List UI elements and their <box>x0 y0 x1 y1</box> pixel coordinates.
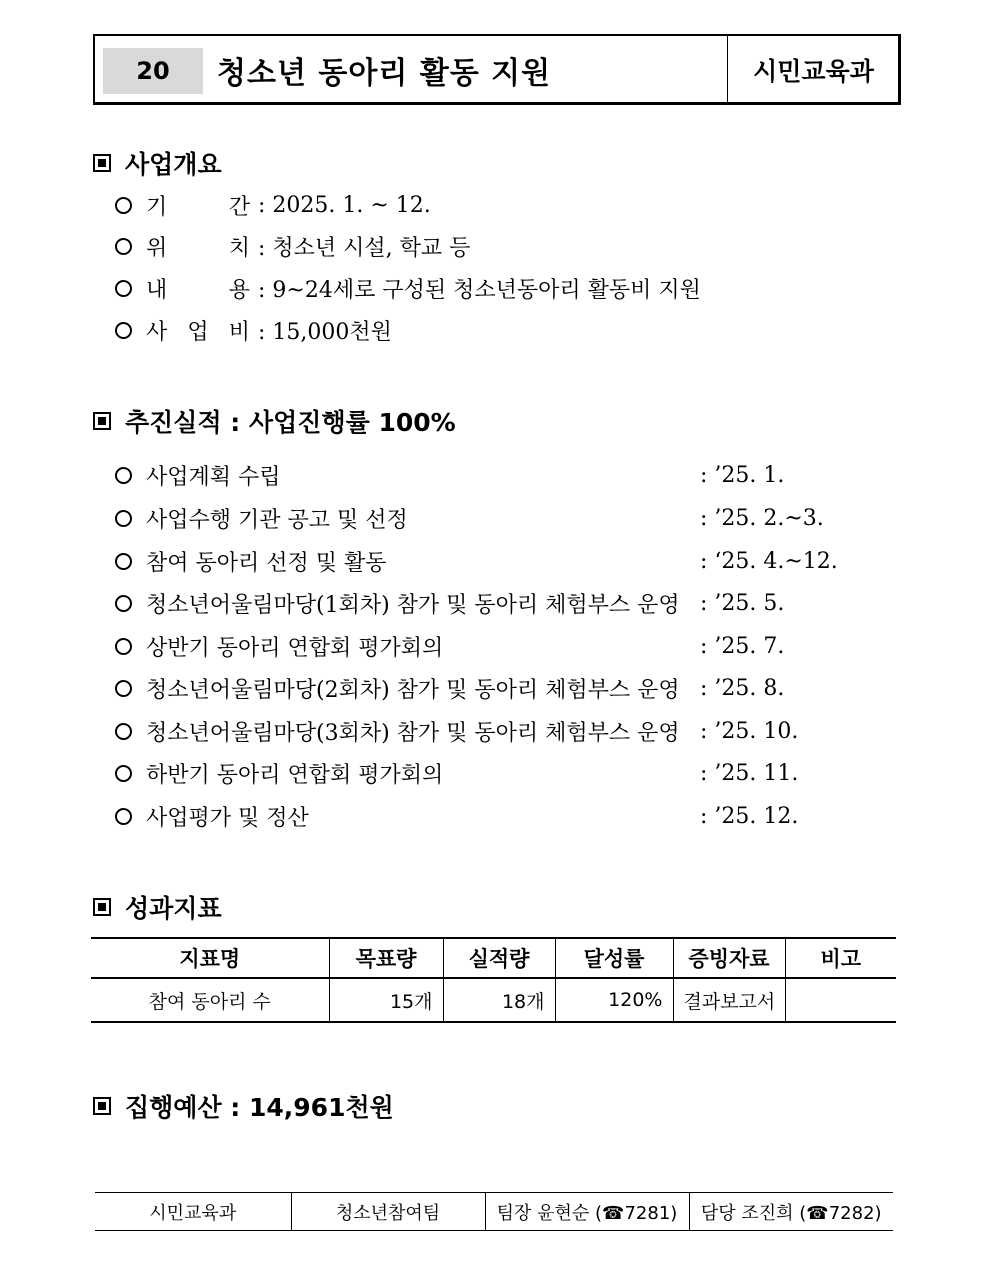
progress-item-date: : ’25. 5. <box>700 590 785 616</box>
performance-table <box>91 937 896 1023</box>
column-header: 실적량 <box>443 938 555 978</box>
circle-bullet-icon <box>115 638 132 655</box>
item-number: 20 <box>103 48 203 94</box>
square-bullet-icon <box>93 412 111 430</box>
label-char: 기 <box>146 194 168 220</box>
footer-staff: 담당 조진희 (☎7282) <box>689 1193 893 1231</box>
progress-item-date: : ’25. 1. <box>700 462 785 488</box>
label-char: 위 <box>146 235 168 261</box>
progress-item-text: 하반기 동아리 연합회 평가회의 <box>146 762 444 788</box>
label-char: 내 <box>146 277 168 303</box>
circle-bullet-icon <box>115 280 132 297</box>
footer-row <box>95 1193 893 1231</box>
section-heading: 사업개요 <box>125 150 222 179</box>
label-char: 업 <box>187 319 209 345</box>
overview-label <box>146 190 250 221</box>
circle-bullet-icon <box>115 723 132 740</box>
section-heading: 추진실적 : 사업진행률 100% <box>125 408 456 437</box>
label-char: 치 <box>228 235 250 261</box>
progress-item <box>115 673 875 703</box>
circle-bullet-icon <box>115 322 132 339</box>
table-cell: 18개 <box>443 978 555 1022</box>
overview-label <box>146 231 250 262</box>
column-header: 달성률 <box>555 938 673 978</box>
progress-item <box>115 588 875 618</box>
table-cell: 15개 <box>329 978 443 1022</box>
column-header: 목표량 <box>329 938 443 978</box>
progress-item-date: : ’25. 12. <box>700 803 799 829</box>
overview-label <box>146 315 250 346</box>
progress-item <box>115 801 875 831</box>
circle-bullet-icon <box>115 808 132 825</box>
progress-item <box>115 631 875 661</box>
circle-bullet-icon <box>115 467 132 484</box>
progress-item-text: 상반기 동아리 연합회 평가회의 <box>146 635 444 661</box>
square-bullet-icon <box>93 898 111 916</box>
progress-item-text: 참여 동아리 선정 및 활동 <box>146 550 387 576</box>
label-char: 간 <box>228 194 250 220</box>
overview-value: : 청소년 시설, 학교 등 <box>258 235 471 261</box>
section-progress <box>93 403 456 439</box>
progress-item-text: 청소년어울림마당(3회차) 참가 및 동아리 체험부스 운영 <box>146 720 680 746</box>
progress-item <box>115 716 875 746</box>
table-row <box>91 978 896 1022</box>
table-cell: 참여 동아리 수 <box>91 978 329 1022</box>
circle-bullet-icon <box>115 238 132 255</box>
overview-value: : 2025. 1. ~ 12. <box>258 192 431 218</box>
column-header: 증빙자료 <box>673 938 785 978</box>
progress-item-text: 사업수행 기관 공고 및 선정 <box>146 507 408 533</box>
overview-item-content <box>115 273 701 303</box>
circle-bullet-icon <box>115 595 132 612</box>
circle-bullet-icon <box>115 197 132 214</box>
table-cell: 결과보고서 <box>673 978 785 1022</box>
progress-item-date: : ’25. 7. <box>700 633 785 659</box>
column-header: 비고 <box>785 938 896 978</box>
column-header: 지표명 <box>91 938 329 978</box>
square-bullet-icon <box>93 1097 111 1115</box>
table-header-row <box>91 938 896 978</box>
overview-value: : 15,000천원 <box>258 319 392 345</box>
circle-bullet-icon <box>115 553 132 570</box>
circle-bullet-icon <box>115 765 132 782</box>
progress-item <box>115 546 875 576</box>
progress-item <box>115 503 875 533</box>
footer-team-leader: 팀장 윤현순 (☎7281) <box>485 1193 689 1231</box>
progress-item-text: 사업계획 수립 <box>146 464 281 490</box>
progress-item-text: 청소년어울림마당(1회차) 참가 및 동아리 체험부스 운영 <box>146 592 680 618</box>
progress-item-date: : ’25. 2.~3. <box>700 505 824 531</box>
progress-item <box>115 460 875 490</box>
circle-bullet-icon <box>115 510 132 527</box>
progress-item-date: : ‘25. 4.~12. <box>700 548 838 574</box>
overview-item-period <box>115 190 431 220</box>
progress-item-date: : ’25. 11. <box>700 760 799 786</box>
overview-label <box>146 273 250 304</box>
section-overview <box>93 145 222 181</box>
table-cell: 120% <box>555 978 673 1022</box>
label-char: 비 <box>228 319 250 345</box>
label-char: 용 <box>228 277 250 303</box>
section-performance <box>93 889 222 925</box>
progress-item-date: : ’25. 8. <box>700 675 785 701</box>
section-budget <box>93 1088 394 1124</box>
progress-item-text: 청소년어울림마당(2회차) 참가 및 동아리 체험부스 운영 <box>146 677 680 703</box>
label-char: 사 <box>146 319 168 345</box>
department-label: 시민교육과 <box>727 36 899 103</box>
progress-item-date: : ’25. 10. <box>700 718 799 744</box>
progress-item-text: 사업평가 및 정산 <box>146 805 309 831</box>
section-heading: 성과지표 <box>125 894 222 923</box>
progress-item <box>115 758 875 788</box>
overview-value: : 9~24세로 구성된 청소년동아리 활동비 지원 <box>258 277 701 303</box>
title-box <box>93 34 901 105</box>
overview-item-budget <box>115 315 392 345</box>
circle-bullet-icon <box>115 680 132 697</box>
footer-team: 청소년참여팀 <box>291 1193 485 1231</box>
overview-item-location <box>115 231 470 261</box>
section-heading: 집행예산 : 14,961천원 <box>125 1093 394 1122</box>
contact-footer <box>95 1192 893 1231</box>
table-cell <box>785 978 896 1022</box>
footer-department: 시민교육과 <box>95 1193 291 1231</box>
square-bullet-icon <box>93 154 111 172</box>
page-title: 청소년 동아리 활동 지원 <box>217 55 552 91</box>
